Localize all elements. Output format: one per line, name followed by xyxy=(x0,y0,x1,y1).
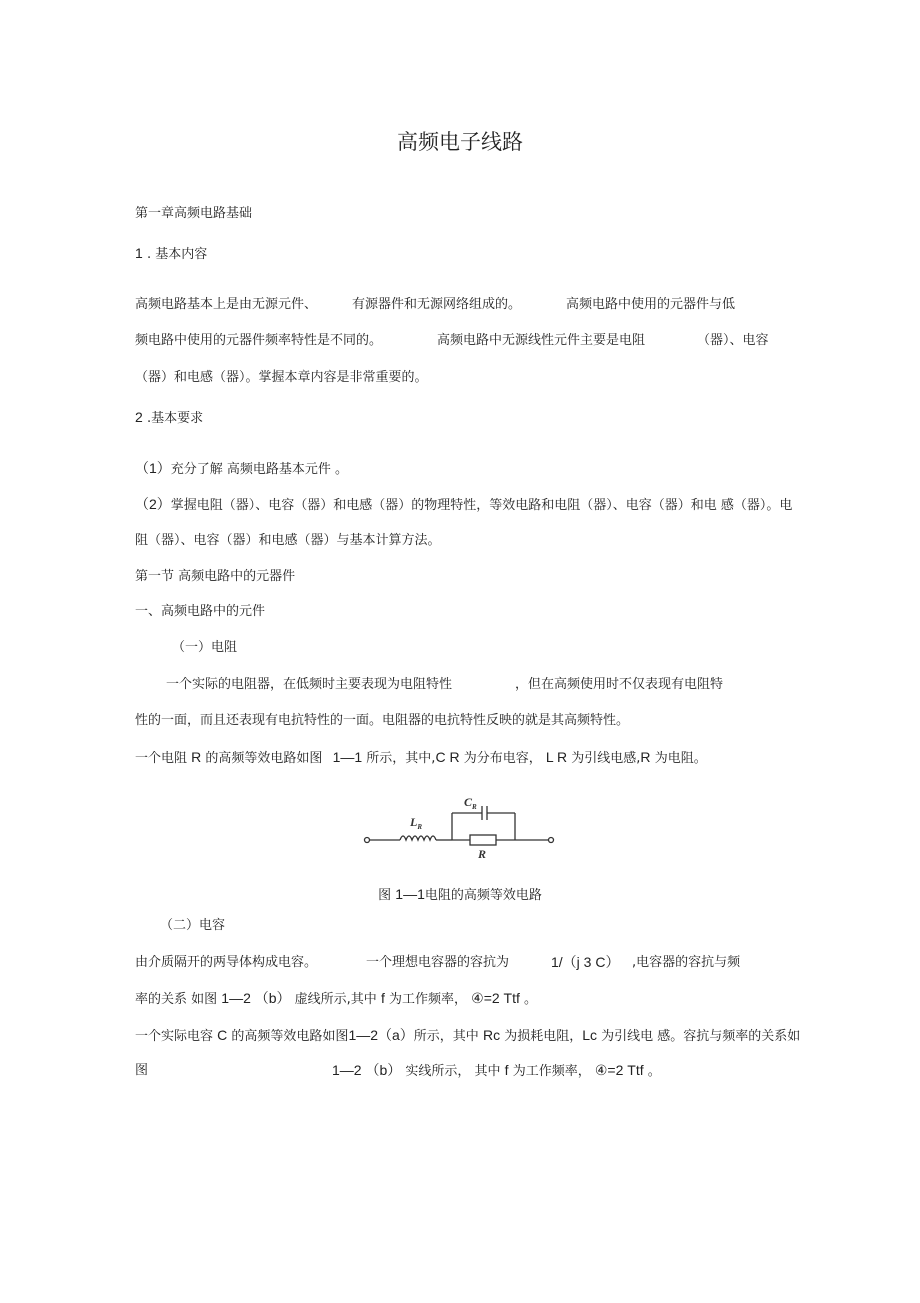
capacitive-reactance-formula: 1/（j 3 C） xyxy=(551,954,620,970)
symbol-f: f xyxy=(504,1062,509,1078)
text: 虚线所示,其中 xyxy=(294,992,377,1007)
text: 率的关系 如图 xyxy=(135,992,218,1007)
section-number: 1 xyxy=(135,245,143,261)
text: 为电阻。 xyxy=(654,751,707,766)
text: 为损耗电阻， xyxy=(504,1029,583,1044)
para5-line1 xyxy=(135,1027,800,1045)
text: 一个实际电容 xyxy=(135,1029,214,1044)
chapter-heading: 第一章高频电路基础 xyxy=(135,206,253,221)
para1-line3: （器）和电感（器）。掌握本章内容是非常重要的。 xyxy=(135,370,428,385)
para2-line1-b: ，但在高频使用时不仅表现有电阻特 xyxy=(515,677,724,692)
text: 一个电阻 xyxy=(135,751,188,766)
requirement-1 xyxy=(135,460,348,478)
symbol-c: C xyxy=(217,1027,228,1043)
page-title: 高频电子线路 xyxy=(397,130,523,154)
para2-line2: 性的一面，而且还表现有电抗特性的一面。电阻器的电抗特性反映的就是其高频特性。 xyxy=(135,713,630,728)
para4-line1-b: 一个理想电容器的容抗为 xyxy=(366,955,510,970)
text: 。 xyxy=(524,992,538,1007)
requirement-text: 充分了解 高频电路基本元件 。 xyxy=(170,462,349,477)
section-basic-requirements xyxy=(135,409,203,427)
symbol-rc: Rc xyxy=(482,1027,501,1043)
para1-line2-b: 高频电路中无源线性元件主要是电阻 xyxy=(437,333,646,348)
equivalent-circuit-figure xyxy=(360,792,560,862)
terminal-right xyxy=(549,838,554,843)
para1-line1-b: 有源器件和无源网络组成的。 xyxy=(352,297,522,312)
symbol-r: R xyxy=(191,749,202,765)
symbol-f: f xyxy=(380,990,385,1006)
figure-ref: 1—2（a） xyxy=(348,1027,414,1043)
angular-frequency-formula: ④=2 Ttf xyxy=(594,1062,644,1078)
para1-line1-c: 高频电路中使用的元器件与低 xyxy=(566,297,736,312)
para1-line2-a: 频电路中使用的元器件频率特性是不同的。 xyxy=(135,333,383,348)
text: 所示，其中, xyxy=(366,751,436,766)
subsection-heading: 一、高频电路中的元件 xyxy=(135,604,266,619)
figure-ref: 1—1 xyxy=(332,749,363,765)
text: 实线所示， 其中 xyxy=(405,1064,501,1079)
text: 为引线电感, xyxy=(571,751,641,766)
symbol-r: R xyxy=(640,749,651,765)
resistor-label: R xyxy=(478,847,487,861)
para4-line1-a: 由介质隔开的两导体构成电容。 xyxy=(135,955,318,970)
text: 所示，其中 xyxy=(413,1029,479,1044)
figure-ref: 1—2 （b） xyxy=(332,1062,402,1078)
inductor-label: $L_R$ xyxy=(410,815,423,831)
text: 。 xyxy=(647,1064,661,1079)
text: 为工作频率， xyxy=(388,992,467,1007)
section-basic-content xyxy=(135,245,207,263)
para5-line2-b xyxy=(332,1062,661,1080)
requirement-text: 掌握电阻（器）、电容（器）和电感（器）的物理特性，等效电路和电阻（器）、电容（器）和电 感（器）。电 xyxy=(170,498,793,513)
requirement-number: （1） xyxy=(135,460,171,476)
angular-frequency-formula: ④=2 Ttf xyxy=(471,990,520,1006)
inductor-symbol xyxy=(400,836,436,840)
para4-line2 xyxy=(135,990,537,1008)
text: 的高频等效电路如图 xyxy=(231,1029,349,1044)
symbol-lc: Lc xyxy=(582,1027,598,1043)
section-label: . 基本内容 xyxy=(146,247,208,262)
para3-line xyxy=(135,749,707,767)
item-capacitor-heading: （二）电容 xyxy=(160,918,226,933)
capacitor-label: $C_R$ xyxy=(464,795,477,811)
figure-ref: 1—2 （b） xyxy=(221,990,291,1006)
para5-line2-a: 图 xyxy=(135,1063,149,1078)
requirement-2 xyxy=(135,496,792,514)
text: 为引线电 感。容抗与频率的关系如 xyxy=(601,1029,801,1044)
para2-line1-a: 一个实际的电阻器，在低频时主要表现为电阻特性 xyxy=(166,677,453,692)
text: 为工作频率， xyxy=(512,1064,591,1079)
section-heading: 第一节 高频电路中的元器件 xyxy=(135,569,296,584)
para1-line1-a: 高频电路基本上是由无源元件、 xyxy=(135,297,318,312)
para4-line1-d: ,电容器的容抗与频 xyxy=(632,955,741,970)
requirement-2-continued: 阻（器）、电容（器）和电感（器）与基本计算方法。 xyxy=(135,533,441,548)
symbol-lr: L R xyxy=(545,749,568,765)
figure-number: 1—1 xyxy=(395,886,425,902)
section-number: 2 xyxy=(135,409,143,425)
figure-caption xyxy=(0,884,920,903)
text: 电阻的高频等效电路 xyxy=(424,888,542,903)
text: 图 xyxy=(378,888,392,903)
para1-line2-c: （器）、电容 xyxy=(697,333,769,348)
section-label: .基本要求 xyxy=(146,411,204,426)
item-resistor-heading: （一）电阻 xyxy=(172,640,238,655)
requirement-number: （2） xyxy=(135,496,171,512)
text: 的高频等效电路如图 xyxy=(205,751,323,766)
terminal-left xyxy=(365,838,370,843)
text: 为分布电容， xyxy=(463,751,542,766)
symbol-cr: C R xyxy=(435,749,460,765)
resistor-symbol xyxy=(470,835,496,845)
